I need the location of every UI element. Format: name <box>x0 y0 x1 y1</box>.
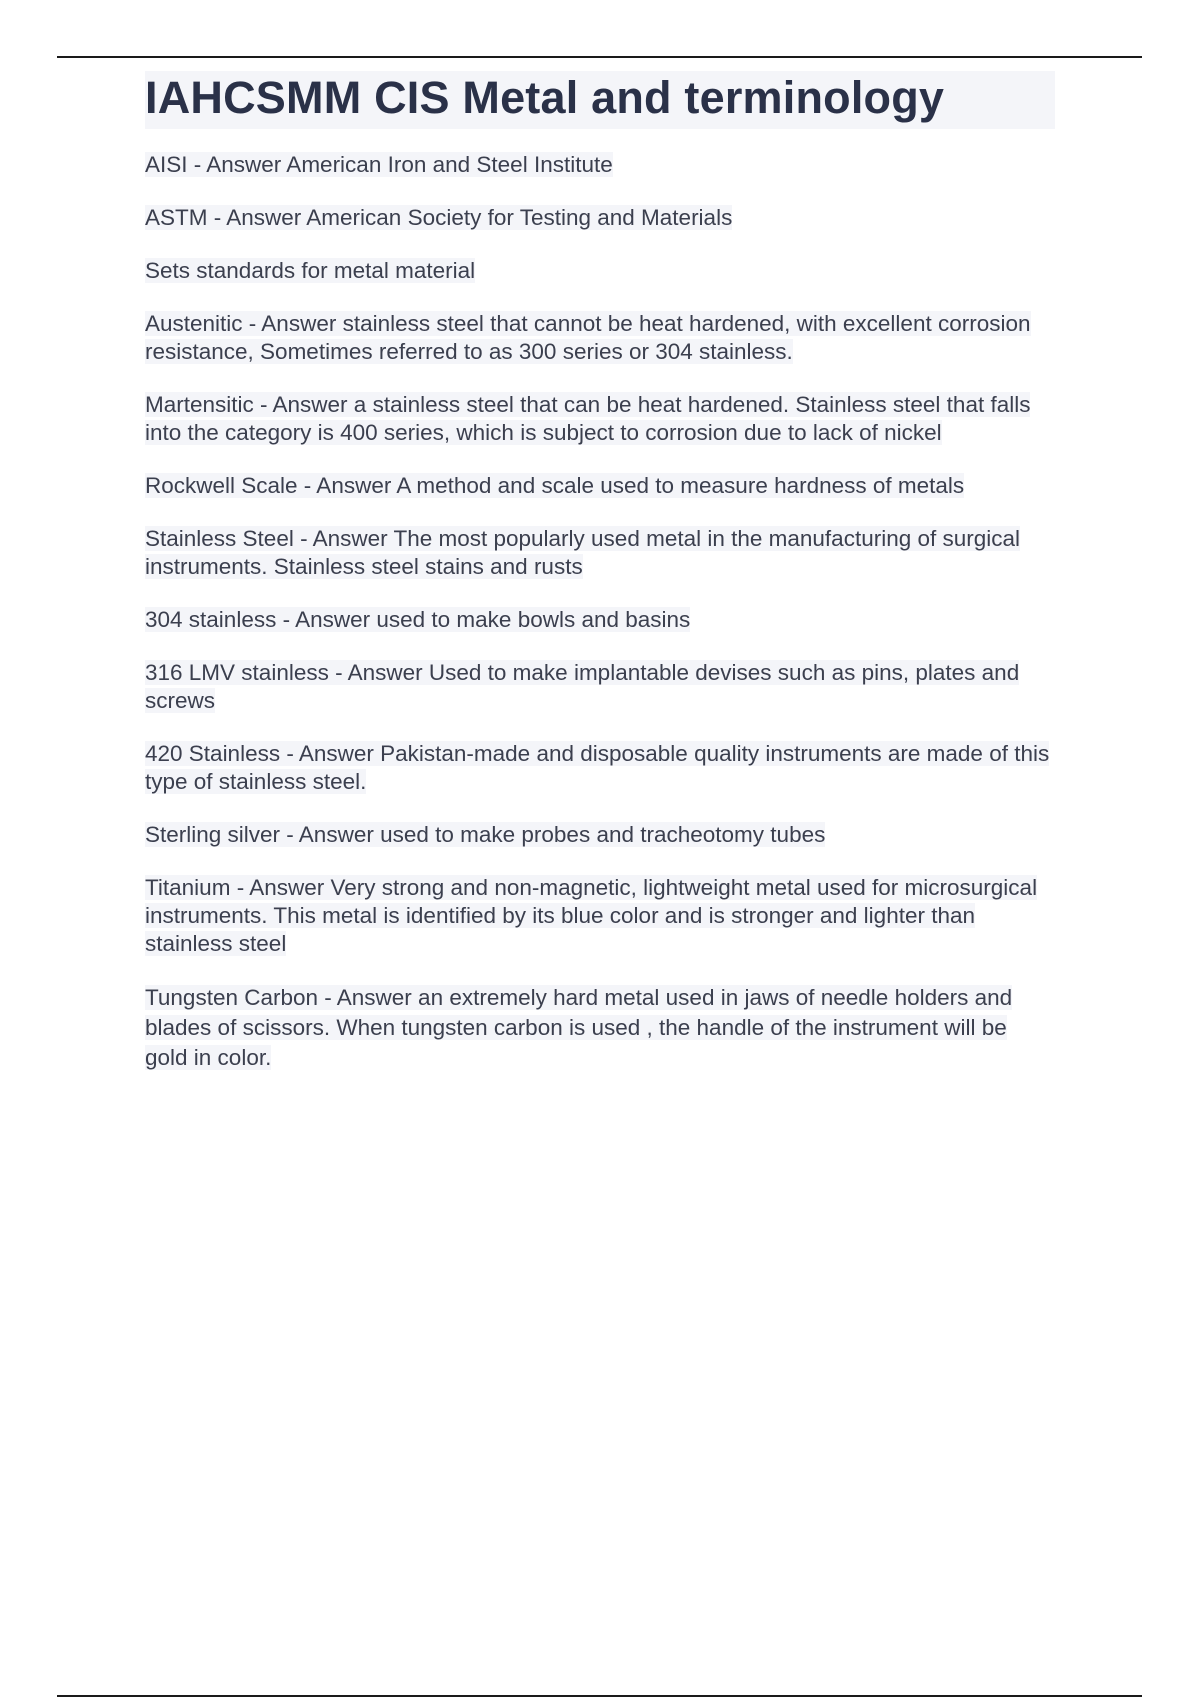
bottom-rule <box>57 1695 1142 1697</box>
page-title: IAHCSMM CIS Metal and terminology <box>145 71 1055 129</box>
term-astm-note: Sets standards for metal material <box>145 258 476 283</box>
term-titanium: Titanium - Answer Very strong and non-magnetic, lightweight metal used for microsurgical instruments. This metal is identified by its blue color and is stronger and lighter than stainless steel <box>145 875 1038 956</box>
term-aisi: AISI - Answer American Iron and Steel Institute <box>145 152 613 177</box>
term-stainless-steel: Stainless Steel - Answer The most popularly used metal in the manufacturing of surgical instruments. Stainless steel stains and rusts <box>145 526 1021 579</box>
term-list <box>145 151 1055 1073</box>
term-astm: ASTM - Answer American Society for Testing and Materials <box>145 205 733 230</box>
term-tungsten-carbon: Tungsten Carbon - Answer an extremely hard metal used in jaws of needle holders and blades of scissors. When tungsten carbon is used , the handle of the instrument will be gold in color. <box>145 985 1013 1070</box>
term-martensitic: Martensitic - Answer a stainless steel that can be heat hardened. Stainless steel that falls into the category is 400 series, which is subject to corrosion due to lack of nickel <box>145 392 1031 445</box>
document-body <box>145 71 1055 1098</box>
term-316-lmv-stainless: 316 LMV stainless - Answer Used to make implantable devises such as pins, plates and screws <box>145 660 1020 713</box>
term-austenitic: Austenitic - Answer stainless steel that cannot be heat hardened, with excellent corrosion resistance, Sometimes referred to as 300 series or 304 stainless. <box>145 311 1031 364</box>
term-rockwell-scale: Rockwell Scale - Answer A method and scale used to measure hardness of metals <box>145 473 965 498</box>
term-420-stainless: 420 Stainless - Answer Pakistan-made and disposable quality instruments are made of this type of stainless steel. <box>145 741 1050 794</box>
term-304-stainless: 304 stainless - Answer used to make bowls and basins <box>145 607 691 632</box>
top-rule <box>57 56 1142 58</box>
term-sterling-silver: Sterling silver - Answer used to make probes and tracheotomy tubes <box>145 822 826 847</box>
